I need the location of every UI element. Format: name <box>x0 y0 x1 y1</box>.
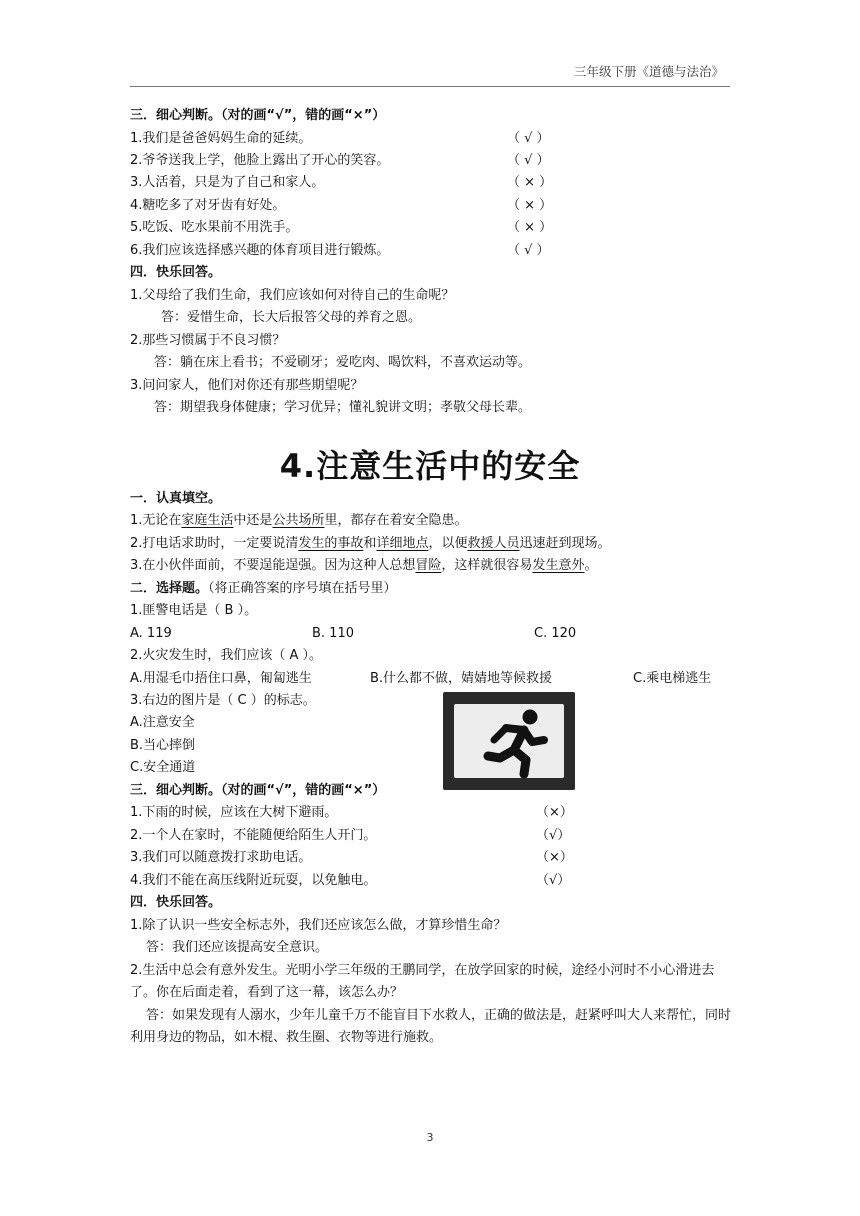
choice-option: A. 119 <box>130 626 172 641</box>
page-header: 三年级下册《道德与法治》 <box>573 64 724 79</box>
question: 2.那些习惯属于不良习惯？ <box>130 333 286 348</box>
judge-mark: （ √ ） <box>507 243 550 258</box>
choice-option: C. 120 <box>534 626 577 641</box>
judge-mark: （ √ ） <box>507 131 550 146</box>
judge-item: 6.我们应该选择感兴趣的体育项目进行锻炼。 <box>130 243 390 258</box>
fill-text: 中还是 <box>233 513 273 528</box>
question: 3.问问家人，他们对你还有那些期望呢？ <box>130 378 364 393</box>
question: 2.火灾发生时，我们应该（ A ）。 <box>130 648 323 663</box>
fill-item <box>130 534 611 554</box>
choice-note: （将正确答案的序号填在括号里） <box>208 581 397 596</box>
fill-item <box>130 556 597 576</box>
choice-title: 二．选择题。 <box>130 581 209 596</box>
fill-text: 1.无论在 <box>130 513 182 528</box>
fill-answer: 发生的事故 <box>298 536 364 551</box>
choice-option: A.注意安全 <box>130 715 195 730</box>
exit-sign-image <box>443 692 575 790</box>
page-number: 3 <box>426 1131 434 1144</box>
answer: 答：躺在床上看书；不爱刷牙；爱吃肉、喝饮料，不喜欢运动等。 <box>154 355 532 370</box>
question: 1.匪警电话是（ B ）。 <box>130 603 258 618</box>
judge-mark: （ × ） <box>507 220 553 235</box>
fill-answer: 冒险 <box>415 558 442 573</box>
judge-mark: （×） <box>536 805 573 820</box>
section-heading: 四．快乐回答。 <box>130 265 222 280</box>
judge-mark: （√） <box>536 828 571 843</box>
judge-item: 2.一个人在家时，不能随便给陌生人开门。 <box>130 828 377 843</box>
fill-text: 迅速赶到现场。 <box>519 536 611 551</box>
answer: 答：我们还应该提高安全意识。 <box>146 940 329 955</box>
question: 2.生活中总会有意外发生。光明小学三年级的王鹏同学，在放学回家的时候，途经小河时不小心滑进去了。你在后面走着，看到了这一幕，该怎么办？ <box>130 963 715 1000</box>
judge-item: 3.我们可以随意拨打求助电话。 <box>130 850 312 865</box>
choice-option: C.安全通道 <box>130 760 196 775</box>
judge-mark: （×） <box>536 850 573 865</box>
fill-answer: 详细地点 <box>376 536 429 551</box>
choice-option: B. 110 <box>312 626 354 641</box>
judge-item: 1.下雨的时候，应该在大树下避雨。 <box>130 805 338 820</box>
fill-text: ，这样就很容易 <box>441 558 533 573</box>
section-heading: 三．细心判断。（对的画“√”，错的画“×”） <box>130 108 386 123</box>
judge-mark: （ × ） <box>507 175 553 190</box>
judge-item: 3.人活着，只是为了自己和家人。 <box>130 175 325 190</box>
judge-mark: （ × ） <box>507 198 553 213</box>
section-heading: 四．快乐回答。 <box>130 895 222 910</box>
fill-text: ，以便 <box>428 536 468 551</box>
choice-option: A.用湿毛巾捂住口鼻，匍匐逃生 <box>130 671 312 686</box>
question: 3.右边的图片是（ C ）的标志。 <box>130 693 316 708</box>
fill-answer: 公共场所 <box>272 513 325 528</box>
answer: 答：如果发现有人溺水，少年儿童千万不能盲目下水救人，正确的做法是，赶紧呼叫大人来帮忙，同时利用身边的物品，如木棍、救生圈、衣物等进行施救。 <box>130 1008 732 1045</box>
header-rule <box>130 86 730 87</box>
exit-sign-panel <box>454 704 564 778</box>
judge-item: 1.我们是爸爸妈妈生命的延续。 <box>130 131 312 146</box>
fill-item <box>130 511 467 531</box>
judge-item: 4.我们不能在高压线附近玩耍，以免触电。 <box>130 873 377 888</box>
choice-option: B.当心摔倒 <box>130 738 196 753</box>
answer: 答：爱惜生命，长大后报答父母的养育之恩。 <box>161 310 422 325</box>
section-heading: 三．细心判断。（对的画“√”，错的画“×”） <box>130 783 386 798</box>
fill-text: 2.打电话求助时，一定要说清 <box>130 536 299 551</box>
question: 1.父母给了我们生命，我们应该如何对待自己的生命呢？ <box>130 288 455 303</box>
question: 1.除了认识一些安全标志外，我们还应该怎么做，才算珍惜生命？ <box>130 918 507 933</box>
lesson-title: 4.注意生活中的安全 <box>279 447 581 485</box>
choice-option: B.什么都不做，婧婧地等候救援 <box>370 671 553 686</box>
judge-item: 2.爷爷送我上学，他脸上露出了开心的笑容。 <box>130 153 390 168</box>
section-heading <box>130 579 397 599</box>
judge-item: 5.吃饭、吃水果前不用洗手。 <box>130 220 299 235</box>
fill-answer: 家庭生活 <box>181 513 234 528</box>
fill-answer: 发生意外 <box>532 558 585 573</box>
judge-item: 4.糖吃多了对牙齿有好处。 <box>130 198 286 213</box>
fill-text: 。 <box>584 558 598 573</box>
answer: 答：期望我身体健康；学习优异；懂礼貌讲文明；孝敬父母长辈。 <box>154 400 532 415</box>
section-heading: 一．认真填空。 <box>130 491 222 506</box>
judge-mark: （√） <box>536 873 571 888</box>
fill-text: 里，都存在着安全隐患。 <box>324 513 468 528</box>
judge-mark: （ √ ） <box>507 153 550 168</box>
fill-answer: 救援人员 <box>467 536 520 551</box>
choice-option: C.乘电梯逃生 <box>633 671 712 686</box>
fill-text: 和 <box>363 536 377 551</box>
running-man-icon <box>454 704 564 778</box>
fill-text: 3.在小伙伴面前，不要逞能逞强。因为这种人总想 <box>130 558 416 573</box>
